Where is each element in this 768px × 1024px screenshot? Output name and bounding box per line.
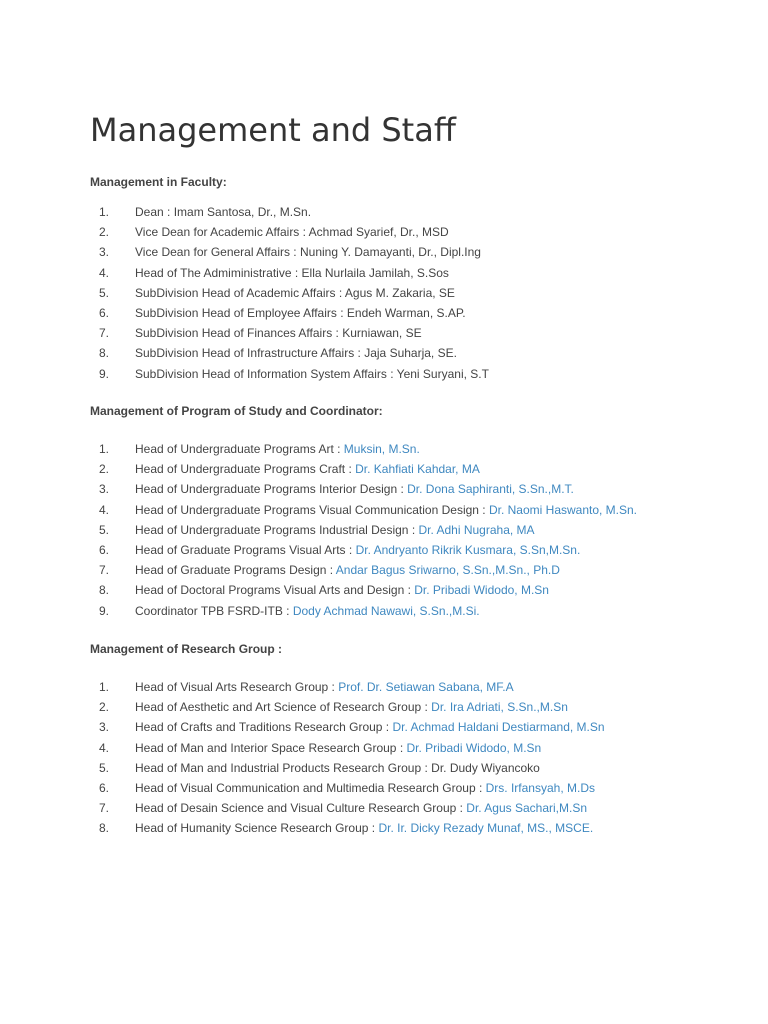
person-link[interactable]: Dr. Ir. Dicky Rezady Munaf, MS., MSCE. bbox=[378, 821, 594, 836]
list-item bbox=[90, 283, 750, 303]
item-role: Head of Undergraduate Programs Industrial Design : bbox=[135, 522, 419, 537]
person-link[interactable]: Dr. Achmad Haldani Destiarmand, M.Sn bbox=[392, 720, 605, 735]
program-management-list bbox=[90, 439, 750, 621]
person-link[interactable]: Dr. Naomi Haswanto, M.Sn. bbox=[488, 502, 638, 517]
item-role: Coordinator TPB FSRD-ITB : bbox=[135, 603, 293, 618]
item-role: Head of Undergraduate Programs Craft : bbox=[135, 462, 356, 477]
item-number: 3. bbox=[99, 720, 110, 735]
item-number: 7. bbox=[99, 326, 110, 341]
research-group-list bbox=[90, 677, 750, 839]
item-number: 3. bbox=[99, 482, 110, 497]
list-item bbox=[90, 717, 750, 737]
item-number: 7. bbox=[99, 801, 110, 816]
list-item bbox=[90, 520, 750, 540]
item-number: 4. bbox=[99, 502, 110, 517]
item-role: Head of Undergraduate Programs Art : bbox=[135, 442, 344, 456]
person-link[interactable]: Drs. Irfansyah, M.Ds bbox=[485, 780, 595, 795]
person-link[interactable]: Dr. Pribadi Widodo, M.Sn bbox=[414, 583, 549, 598]
item-role: Dean : Imam Santosa, Dr., M.Sn. bbox=[135, 205, 312, 219]
person-link[interactable]: Dr. Agus Sachari,M.Sn bbox=[466, 801, 588, 816]
item-number: 4. bbox=[99, 740, 110, 755]
item-role: SubDivision Head of Infrastructure Affairs : Jaja Suharja, SE. bbox=[135, 346, 457, 361]
item-number: 2. bbox=[99, 700, 110, 715]
list-item bbox=[90, 601, 750, 621]
item-number: 2. bbox=[99, 225, 110, 240]
list-item bbox=[90, 343, 750, 363]
person-link[interactable]: Dr. Dona Saphiranti, S.Sn.,M.T. bbox=[407, 482, 574, 497]
list-item bbox=[90, 479, 750, 499]
item-role: Head of Graduate Programs Design : bbox=[135, 563, 336, 578]
item-number: 1. bbox=[99, 680, 110, 694]
person-link[interactable]: Dr. Kahfiati Kahdar, MA bbox=[355, 462, 480, 477]
item-role: SubDivision Head of Academic Affairs : Agus M. Zakaria, SE bbox=[135, 285, 455, 300]
section-title-research-group: Management of Research Group : bbox=[90, 642, 283, 656]
item-role: Head of Doctoral Programs Visual Arts and Design : bbox=[135, 583, 415, 598]
item-role: Head of Visual Communication and Multimedia Research Group : bbox=[135, 780, 486, 795]
item-role: Head of The Admiministrative : Ella Nurlaila Jamilah, S.Sos bbox=[135, 265, 449, 280]
list-item bbox=[90, 778, 750, 798]
list-item bbox=[90, 818, 750, 838]
person-link[interactable]: Dr. Ira Adriati, S.Sn.,M.Sn bbox=[431, 700, 568, 715]
list-item bbox=[90, 738, 750, 758]
list-item bbox=[90, 580, 750, 600]
item-role: SubDivision Head of Finances Affairs : Kurniawan, SE bbox=[135, 326, 422, 341]
item-role: Head of Graduate Programs Visual Arts : bbox=[135, 542, 356, 557]
item-number: 6. bbox=[99, 542, 110, 557]
list-item bbox=[90, 459, 750, 479]
item-role: Head of Crafts and Traditions Research Group : bbox=[135, 720, 393, 735]
item-number: 8. bbox=[99, 821, 110, 836]
list-item bbox=[90, 323, 750, 343]
item-role: Head of Aesthetic and Art Science of Research Group : bbox=[135, 700, 432, 715]
item-role: Head of Humanity Science Research Group : bbox=[135, 821, 379, 836]
list-item bbox=[90, 560, 750, 580]
list-item bbox=[90, 263, 750, 283]
item-number: 1. bbox=[99, 442, 110, 456]
person-link[interactable]: Prof. Dr. Setiawan Sabana, MF.A bbox=[338, 680, 514, 694]
item-number: 8. bbox=[99, 583, 110, 598]
person-link[interactable]: Andar Bagus Sriwarno, S.Sn.,M.Sn., Ph.D bbox=[335, 563, 560, 578]
item-number: 9. bbox=[99, 366, 110, 381]
item-number: 8. bbox=[99, 346, 110, 361]
person-link[interactable]: Dody Achmad Nawawi, S.Sn.,M.Si. bbox=[292, 603, 480, 618]
item-number: 6. bbox=[99, 305, 110, 320]
item-number: 2. bbox=[99, 462, 110, 477]
item-role: Head of Desain Science and Visual Culture Research Group : bbox=[135, 801, 467, 816]
list-item bbox=[90, 798, 750, 818]
item-role: SubDivision Head of Information System Affairs : Yeni Suryani, S.T bbox=[135, 366, 489, 381]
list-item bbox=[90, 242, 750, 262]
item-role: Head of Undergraduate Programs Visual Communication Design : bbox=[135, 502, 489, 517]
item-number: 5. bbox=[99, 522, 110, 537]
item-role: Head of Visual Arts Research Group : bbox=[135, 680, 339, 694]
list-item bbox=[90, 677, 750, 697]
item-role: Vice Dean for General Affairs : Nuning Y. Damayanti, Dr., Dipl.Ing bbox=[135, 245, 481, 260]
person-link[interactable]: Dr. Pribadi Widodo, M.Sn bbox=[406, 740, 542, 755]
item-role: Head of Undergraduate Programs Interior Design : bbox=[135, 482, 408, 497]
person-link[interactable]: Dr. Adhi Nugraha, MA bbox=[418, 522, 535, 537]
item-number: 5. bbox=[99, 760, 110, 775]
list-item bbox=[90, 439, 750, 459]
item-number: 3. bbox=[99, 245, 110, 260]
item-number: 7. bbox=[99, 563, 110, 578]
item-number: 1. bbox=[99, 205, 110, 219]
page-title: Management and Staff bbox=[90, 111, 456, 149]
list-item bbox=[90, 202, 750, 222]
list-item bbox=[90, 364, 750, 384]
faculty-management-list bbox=[90, 202, 750, 384]
item-role: SubDivision Head of Employee Affairs : Endeh Warman, S.AP. bbox=[135, 305, 466, 320]
list-item bbox=[90, 303, 750, 323]
section-title-faculty: Management in Faculty: bbox=[90, 175, 227, 189]
item-role: Head of Man and Interior Space Research Group : bbox=[135, 740, 407, 755]
section-title-program-study: Management of Program of Study and Coordinator: bbox=[90, 404, 383, 418]
item-number: 5. bbox=[99, 285, 110, 300]
list-item bbox=[90, 697, 750, 717]
item-role: Head of Man and Industrial Products Research Group : Dr. Dudy Wiyancoko bbox=[135, 760, 540, 775]
person-link[interactable]: Muksin, M.Sn. bbox=[343, 442, 420, 456]
list-item bbox=[90, 222, 750, 242]
item-number: 9. bbox=[99, 603, 110, 618]
list-item bbox=[90, 540, 750, 560]
list-item bbox=[90, 758, 750, 778]
item-number: 4. bbox=[99, 265, 110, 280]
item-number: 6. bbox=[99, 780, 110, 795]
list-item bbox=[90, 500, 750, 520]
item-role: Vice Dean for Academic Affairs : Achmad Syarief, Dr., MSD bbox=[135, 225, 449, 240]
person-link[interactable]: Dr. Andryanto Rikrik Kusmara, S.Sn,M.Sn. bbox=[355, 542, 581, 557]
